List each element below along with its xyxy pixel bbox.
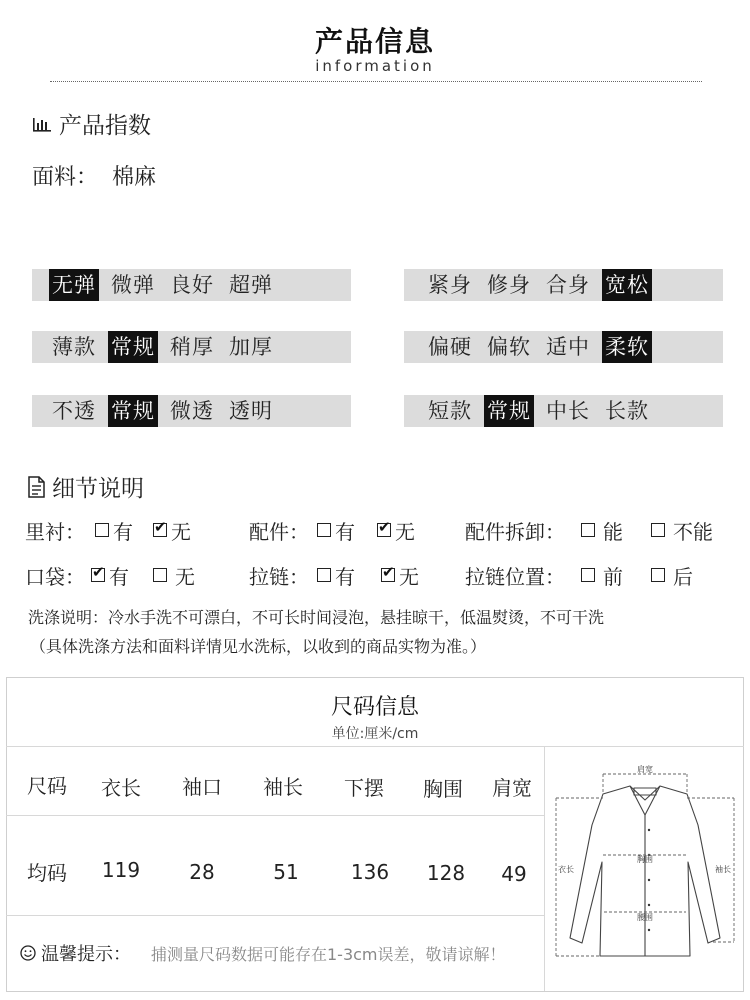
option-label: 良好 bbox=[170, 273, 214, 297]
pocket-label: 口袋： bbox=[25, 564, 85, 589]
tip bbox=[20, 940, 506, 966]
accessories-label: 配件： bbox=[249, 519, 309, 544]
header-cuff: 袖口 bbox=[182, 775, 222, 799]
zipper-position-option-2: 后 bbox=[649, 561, 693, 590]
checkbox-checked bbox=[381, 568, 395, 582]
option-label: 不透 bbox=[52, 399, 96, 423]
pocket-option-2: 无 bbox=[151, 561, 195, 590]
option-label: 长款 bbox=[605, 399, 649, 423]
row-hem: 136 bbox=[350, 860, 390, 884]
lining-option-1: 有 bbox=[93, 516, 133, 545]
divider bbox=[6, 915, 544, 916]
header-hem: 下摆 bbox=[344, 776, 384, 800]
fabric-label: 面料： bbox=[32, 165, 99, 190]
checkbox bbox=[651, 568, 665, 582]
header-size: 尺码 bbox=[27, 774, 67, 798]
wash-note: （具体洗涤方法和面料详情见水洗标，以收到的商品实物为准。） bbox=[30, 637, 487, 656]
detachable-option-2: 不能 bbox=[649, 516, 713, 545]
fabric-value: 棉麻 bbox=[112, 165, 157, 190]
fit-bar bbox=[404, 269, 723, 301]
smiley-icon bbox=[20, 945, 36, 961]
page-subtitle: information bbox=[315, 57, 435, 75]
accessories-option-2: ✔ 无 bbox=[375, 516, 415, 545]
bar-chart-icon bbox=[32, 115, 52, 133]
option-label: 中长 bbox=[546, 399, 590, 423]
pocket-option-1: ✔ 有 bbox=[89, 561, 129, 590]
zipper-option-1: 有 bbox=[315, 561, 355, 590]
divider bbox=[50, 81, 702, 82]
thickness-bar bbox=[32, 331, 351, 363]
zipper-label: 拉链： bbox=[249, 564, 309, 589]
document-icon bbox=[27, 476, 45, 498]
lining-label: 里衬： bbox=[25, 519, 85, 544]
option-label: 稍厚 bbox=[170, 335, 214, 359]
zipper-position-option-1: 前 bbox=[579, 561, 623, 590]
diagram-label-sleeve: 袖长 bbox=[715, 865, 731, 874]
accessories-option-1: 有 bbox=[315, 516, 355, 545]
option-label: 超弹 bbox=[229, 273, 273, 297]
lining-option-2: ✔ 无 bbox=[151, 516, 191, 545]
checkbox bbox=[95, 523, 109, 537]
index-heading bbox=[32, 107, 151, 140]
option-label: 微透 bbox=[170, 399, 214, 423]
divider bbox=[6, 746, 744, 747]
page-title: 产品信息 bbox=[314, 25, 435, 58]
transparency-bar bbox=[32, 395, 351, 427]
option-label: 偏硬 bbox=[428, 335, 472, 359]
diagram-label-waist: 腰围 bbox=[637, 913, 653, 922]
stretch-bar bbox=[32, 269, 351, 301]
row-cuff: 28 bbox=[189, 860, 215, 884]
diagram-label-chest: 胸围 bbox=[637, 855, 653, 864]
header-sleeve: 袖长 bbox=[263, 775, 303, 799]
option-label: 加厚 bbox=[229, 335, 273, 359]
option-label: 薄款 bbox=[52, 335, 96, 359]
zipper-option-2: ✔ 无 bbox=[379, 561, 419, 590]
row-shoulder: 49 bbox=[501, 862, 527, 886]
checkbox bbox=[651, 523, 665, 537]
option-label-selected: 常规 bbox=[484, 395, 534, 427]
option-label-selected: 宽松 bbox=[602, 269, 652, 301]
option-label: 适中 bbox=[546, 335, 590, 359]
checkbox bbox=[581, 523, 595, 537]
tip-text: 捕测量尺码数据可能存在1-3cm误差，敬请谅解！ bbox=[151, 944, 506, 964]
checkbox bbox=[153, 568, 167, 582]
checkbox-checked bbox=[377, 523, 391, 537]
option-label: 合身 bbox=[546, 273, 590, 297]
option-label-selected: 常规 bbox=[108, 331, 158, 363]
softness-bar bbox=[404, 331, 723, 363]
checkbox bbox=[317, 568, 331, 582]
divider bbox=[6, 815, 544, 816]
option-label-selected: 常规 bbox=[108, 395, 158, 427]
option-label: 紧身 bbox=[428, 273, 472, 297]
checkbox-checked bbox=[91, 568, 105, 582]
row-sleeve: 51 bbox=[273, 860, 299, 884]
diagram-label-shoulder: 肩宽 bbox=[637, 765, 653, 774]
zipper-position-label: 拉链位置： bbox=[465, 564, 565, 589]
header-length: 衣长 bbox=[101, 776, 141, 800]
row-size: 均码 bbox=[27, 861, 67, 885]
details-heading-text: 细节说明 bbox=[52, 476, 144, 502]
option-label-selected: 无弹 bbox=[49, 269, 99, 301]
wash-instructions: 洗涤说明：冷水手洗不可漂白，不可长时间浸泡，悬挂晾干，低温熨烫，不可干洗 bbox=[28, 608, 605, 627]
size-title: 尺码信息 bbox=[330, 695, 419, 720]
option-label: 微弹 bbox=[111, 273, 155, 297]
detachable-label: 配件拆卸： bbox=[465, 519, 565, 544]
option-label: 短款 bbox=[428, 399, 472, 423]
detachable-option-1: 能 bbox=[579, 516, 623, 545]
size-unit: 单位:厘米/cm bbox=[331, 726, 419, 742]
option-label: 偏软 bbox=[487, 335, 531, 359]
checkbox-checked bbox=[153, 523, 167, 537]
option-label-selected: 柔软 bbox=[602, 331, 652, 363]
checkbox bbox=[317, 523, 331, 537]
checkbox bbox=[581, 568, 595, 582]
row-length: 119 bbox=[101, 858, 141, 882]
header-chest: 胸围 bbox=[423, 777, 463, 801]
tip-label: 温馨提示： bbox=[41, 944, 131, 965]
shirt-diagram bbox=[548, 760, 742, 982]
option-label: 透明 bbox=[229, 399, 273, 423]
details-heading bbox=[27, 470, 144, 503]
option-label: 修身 bbox=[487, 273, 531, 297]
length-bar bbox=[404, 395, 723, 427]
row-chest: 128 bbox=[426, 861, 466, 885]
diagram-label-length: 衣长 bbox=[558, 865, 574, 874]
index-heading-text: 产品指数 bbox=[59, 113, 151, 139]
header-shoulder: 肩宽 bbox=[492, 776, 532, 800]
fabric-line bbox=[32, 160, 156, 191]
